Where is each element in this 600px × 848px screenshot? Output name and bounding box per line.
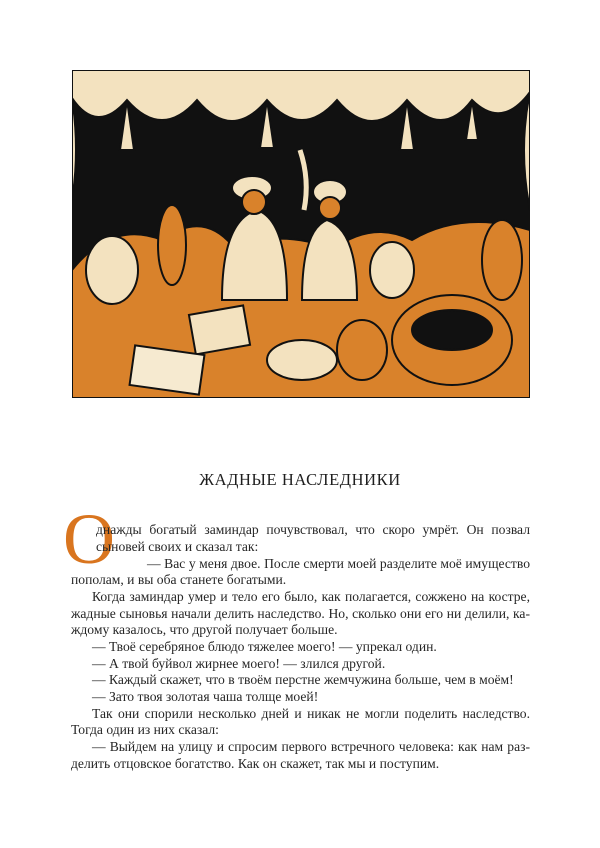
story-title: ЖАДНЫЕ НАСЛЕДНИКИ	[199, 470, 401, 489]
text-line: сыновей своих и сказал так:	[96, 539, 259, 554]
text-line: жадные сыновья начали делить наследство. Но, сколько они его ни делили, ка-	[71, 606, 530, 621]
text-line: днажды богатый заминдар почувствовал, что скоро умрёт. Он позвал	[96, 522, 530, 537]
text-line: — Зато твоя золотая чаша толще моей!	[92, 689, 319, 704]
text-line: — Каждый скажет, что в твоём перстне жемчужина больше, чем в моём!	[92, 672, 514, 687]
text-line: — Твоё серебряное блюдо тяжелее моего! — упрекал один.	[92, 639, 437, 654]
text-line: ждому казалось, что другой получает больше.	[71, 622, 338, 637]
text-line: Тогда один из них сказал:	[71, 722, 219, 737]
text-line: пополам, и вы оба станете богатыми.	[71, 572, 287, 587]
illustration	[72, 70, 530, 398]
drop-cap: О	[63, 499, 115, 579]
text-line: делить отцовское богатство. Как он скажет, так мы и поступим.	[71, 756, 440, 771]
text-line: Когда заминдар умер и тело его было, как полагается, сожжено на костре,	[92, 589, 530, 604]
text-line: — Вас у меня двое. После смерти моей разделите моё имущество	[147, 556, 530, 571]
text-line: Так они спорили несколько дней и никак не могли поделить наследство.	[92, 706, 530, 721]
text-line: — А твой буйвол жирнее моего! — злился другой.	[92, 656, 386, 671]
text-line: — Выйдем на улицу и спросим первого встречного человека: как нам раз-	[92, 739, 530, 754]
